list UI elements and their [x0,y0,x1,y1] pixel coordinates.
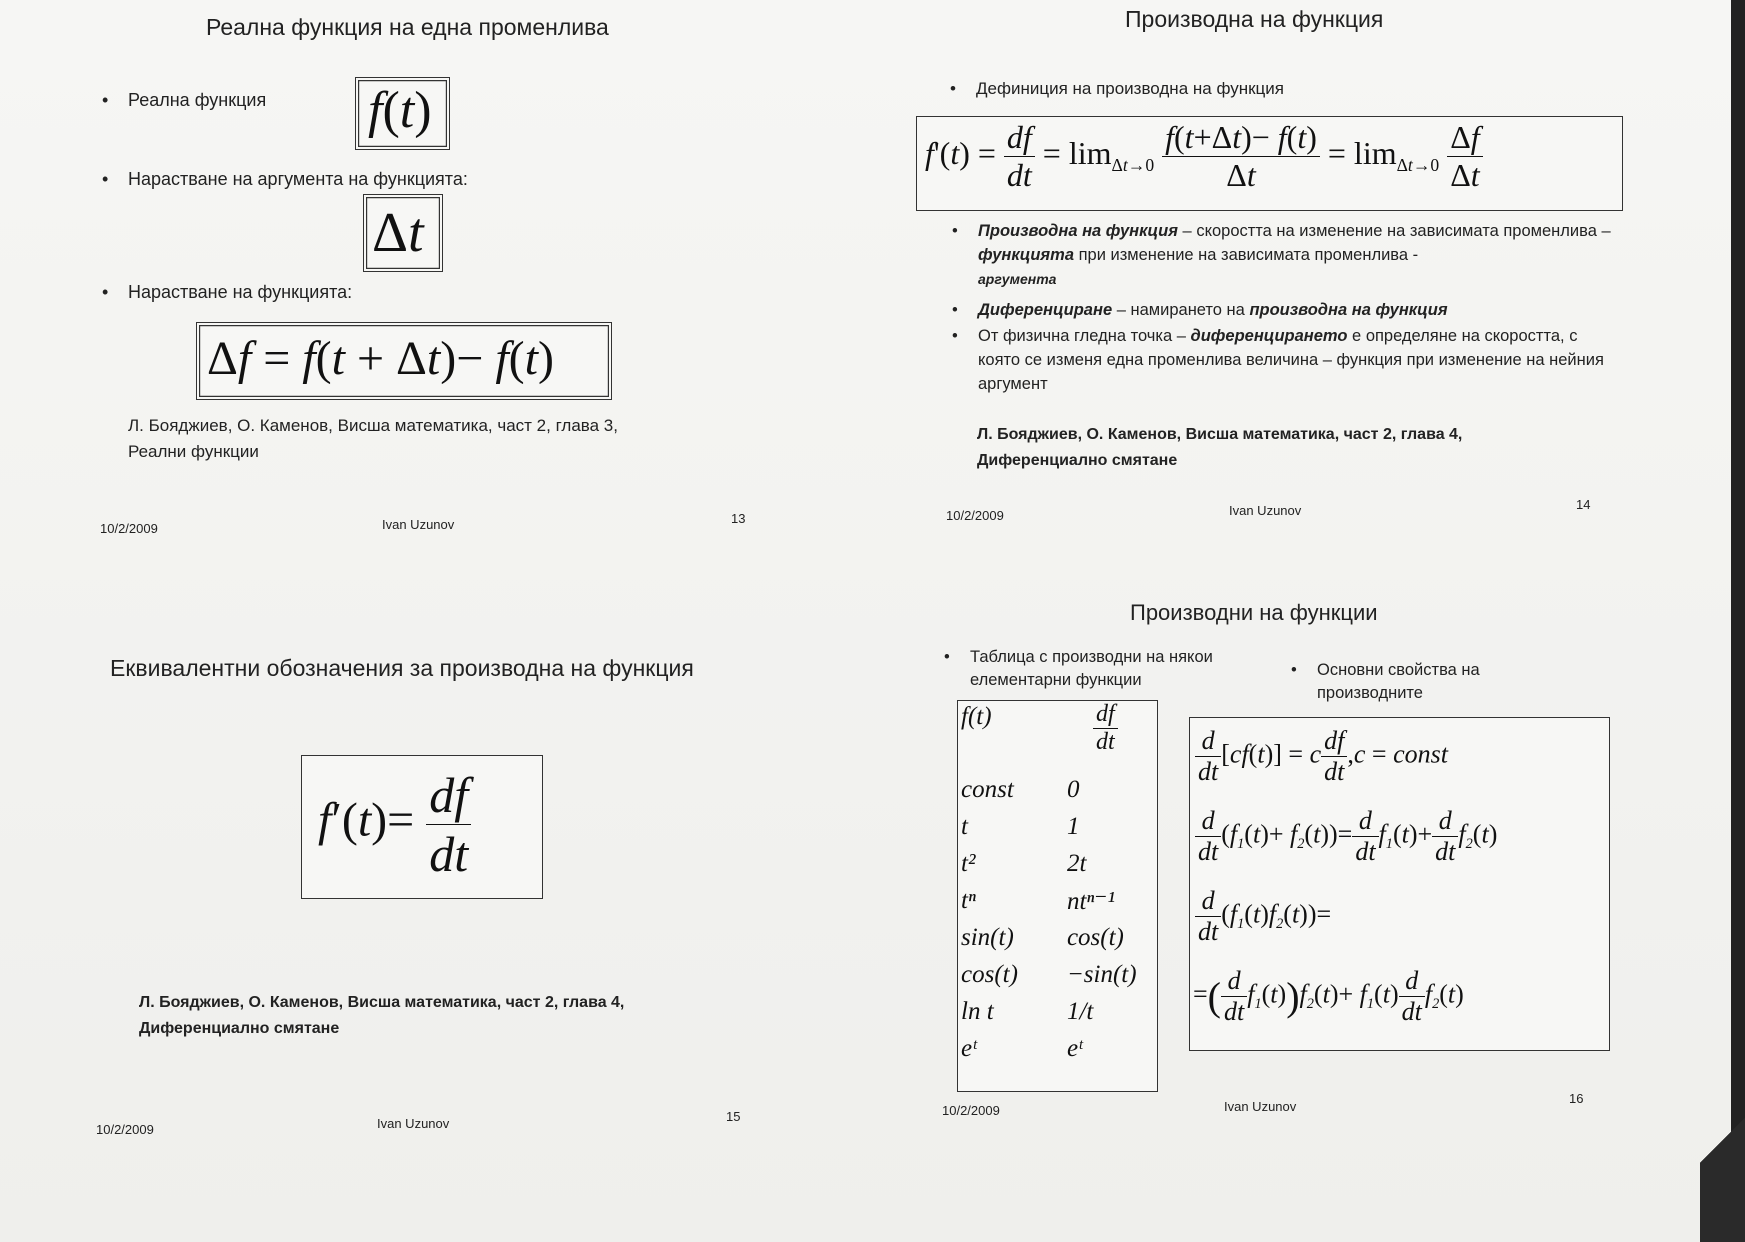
derivative-table-derivative: 1/t [1066,997,1094,1025]
slide-15-page-number: 15 [726,1109,741,1124]
derivative-table-function: const [961,775,1014,803]
slide-15-author: Ivan Uzunov [377,1116,450,1131]
derivative-table-row [961,956,1154,993]
slide-16-title: Производни на функции [1130,600,1378,625]
slide-15-date: 10/2/2009 [96,1122,154,1137]
slide-16-date: 10/2/2009 [942,1103,1000,1118]
slide-13-page-number: 13 [731,511,746,526]
formula-ft-box [355,77,450,150]
slide-16-bullet-table: • Таблица с производни на някои елементарни функции [944,648,1213,689]
derivative-table-derivative: eᵗ [1066,1034,1083,1062]
scan-corner-shadow [1700,1080,1745,1242]
slide-14-bullet-physical: • От физична гледна точка – диференцирането е определяне на скоростта, с която се изменя една променлива величина – функция при изменение на нейния аргумент [952,327,1604,393]
scan-edge-shadow [1731,0,1745,1242]
slide-13-date: 10/2/2009 [100,521,158,536]
slide-13-reference: Л. Бояджиев, О. Каменов, Висша математика, част 2, глава 3, Реални функции [128,416,618,461]
derivative-table-box [957,700,1158,1092]
slide-13-bullet-2: • Нарастване на аргумента на функцията: [102,169,468,189]
formula-df-box [196,322,612,400]
slide-14-page-number: 14 [1576,497,1591,512]
derivative-table-function: sin(t) [961,923,1014,951]
property-linear-constant: $\frac{d}{dt}$ [cf(t)] = c $\frac{df}{dt}$ ,c = const [1195,726,1448,787]
slide-14-bullet-definition: • Дефиниция на производна на функция [950,79,1285,98]
slide-14-date: 10/2/2009 [946,508,1004,523]
notation-formula-box [301,755,543,899]
slide-16-author: Ivan Uzunov [1224,1099,1297,1114]
slide-16-bullet-properties: • Основни свойства на производните [1291,661,1480,702]
derivative-table-function: ln t [961,997,994,1025]
slide-13-bullet-1: • Реална функция [102,90,267,110]
derivative-table-row [961,771,1154,808]
slide-14-author: Ivan Uzunov [1229,503,1302,518]
derivative-table-row [961,919,1154,956]
property-product-rule-rhs: =( $\frac{d}{dt}$ $f_1(t))f_2(t)+ f_1(t)$ $\frac{d}{dt}$ $f_2(t)$ [1193,966,1464,1026]
derivative-table-header-f: f(t) [961,703,992,730]
formula-df: Δf = f(t + Δt)− f(t) [207,332,554,385]
slide-14-reference: Л. Бояджиев, О. Каменов, Висша математика, част 2, глава 4, Диференциално смятане [977,426,1463,469]
derivative-table-derivative: 2t [1066,849,1087,877]
derivative-table-header-dfdt: $\frac{df}{dt}$ [1093,701,1118,756]
notation-formula: f′(t)= $\frac{df}{dt}$ [318,766,471,883]
property-sum-rule: $\frac{d}{dt}$ $(f_1(t)+ f_2(t))=$ $\frac{d}{dt}$ $f_1(t)+$ $\frac{d}{dt}$ $f_2(t)$ [1195,806,1497,867]
derivative-definition-formula: f'(t) = $\frac{df}{dt}$ = $\lim_{\Delta t\to 0}$ $\frac{f(t+\Delta t)- f(t)}{\Delta t}$ = $\lim_{\Delta t\to 0}$ $\frac{\Delta f}{\Delta t}$ [925,119,1483,194]
derivative-table-function: eᵗ [961,1034,977,1062]
slide-13-bullet-3: • Нарастване на функцията: [102,282,353,302]
derivative-table-row [961,882,1154,919]
slide-14-title: Производна на функция [1125,6,1384,32]
derivative-table-row [961,993,1154,1030]
slide-15-reference: Л. Бояджиев, О. Каменов, Висша математика, част 2, глава 4, Диференциално смятане [139,994,625,1037]
formula-ft: f(t) [368,82,432,139]
derivative-table-derivative: ntⁿ⁻¹ [1066,887,1115,915]
derivative-table-row [961,1030,1154,1067]
slide-13-title: Реална функция на една променлива [206,14,609,40]
slide-14-bullet-derivative: • Производна на функция – скоростта на изменение на зависимата променлива – функцията при изменение на зависимата променлива - аргумента [952,222,1611,287]
properties-box [1189,717,1610,1051]
slide-16-page-number: 16 [1569,1091,1584,1106]
derivative-table-derivative: cos(t) [1066,923,1124,951]
derivative-table-derivative: 0 [1066,775,1080,803]
derivative-table-derivative: 1 [1066,812,1080,840]
derivative-table-row [961,808,1154,845]
derivative-table-function: t [961,812,968,840]
slide-15-title: Еквивалентни обозначения за производна на функция [110,655,694,681]
formula-dt: Δt [372,202,424,264]
property-product-rule-lhs: $\frac{d}{dt}$ $(f_1(t)f_2(t))=$ [1195,886,1331,947]
derivative-definition-box [916,116,1623,211]
derivative-table-derivative: −sin(t) [1066,960,1137,988]
derivative-table-function: cos(t) [961,960,1018,988]
formula-dt-box [363,194,443,272]
derivative-table-row [961,845,1154,882]
derivative-table [961,771,1154,1067]
derivative-table-function: tⁿ [961,886,976,914]
slide-13-author: Ivan Uzunov [382,517,455,532]
derivative-table-function: t² [961,849,976,877]
slide-14-bullet-differentiation: • Диференциране – намирането на производна на функция [952,301,1448,319]
derivative-table-body [961,771,1154,1067]
